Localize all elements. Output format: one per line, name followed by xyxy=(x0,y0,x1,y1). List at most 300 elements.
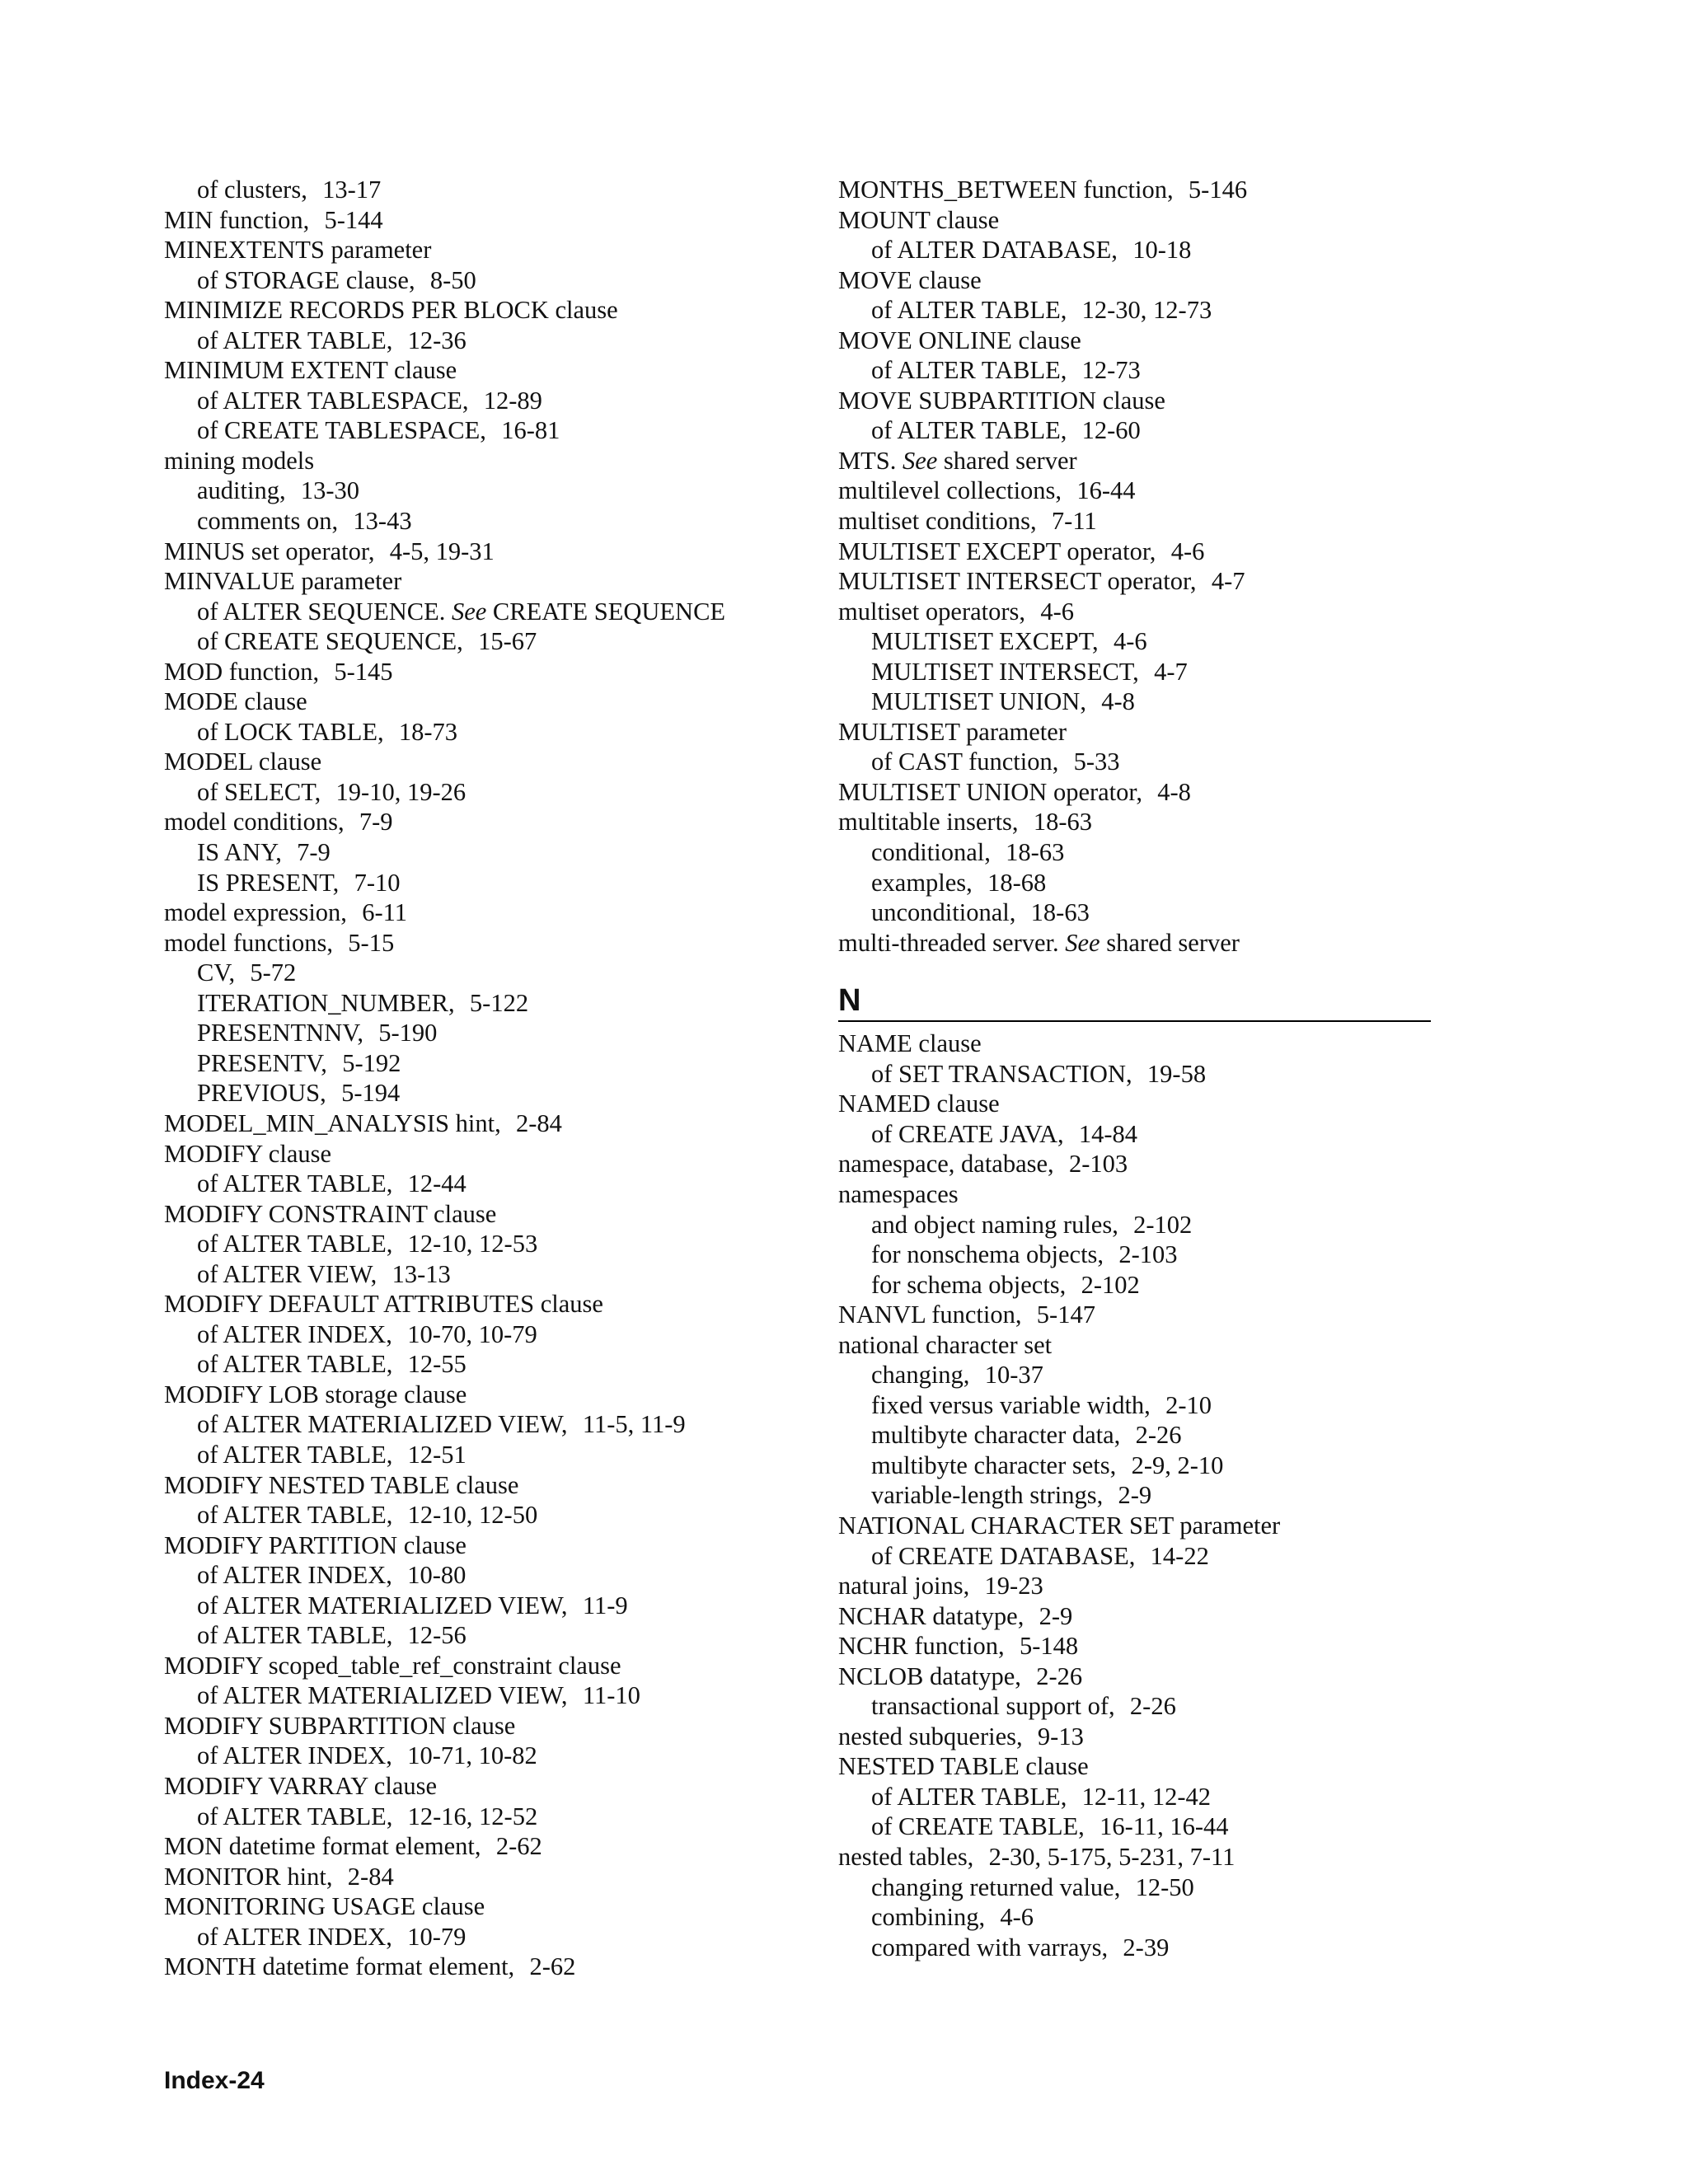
entry-term: multiset operators, xyxy=(838,597,1026,626)
entry-term: for schema objects, xyxy=(871,1270,1067,1299)
entry-page-refs: 12-10, 12-50 xyxy=(407,1501,538,1530)
entry-term: PRESENTNNV, xyxy=(197,1019,363,1047)
index-subentry xyxy=(838,1872,1481,1903)
index-entry xyxy=(838,1722,1481,1752)
index-subentry xyxy=(838,1420,1481,1451)
entry-term: and object naming rules, xyxy=(871,1210,1118,1239)
index-subentry xyxy=(164,1680,807,1711)
entry-term: MULTISET UNION, xyxy=(871,687,1086,716)
index-subentry xyxy=(164,988,807,1019)
index-entry xyxy=(164,1470,807,1501)
entry-term: multibyte character data, xyxy=(871,1421,1121,1450)
entry-term: nested tables, xyxy=(838,1842,974,1871)
entry-term: MTS. xyxy=(838,446,897,475)
see-reference-target: shared server xyxy=(1106,928,1240,957)
index-subentry xyxy=(164,476,807,506)
entry-term: MINIMUM EXTENT clause xyxy=(164,356,457,385)
entry-term: of ALTER TABLESPACE, xyxy=(197,386,469,415)
entry-page-refs: 12-36 xyxy=(407,326,467,354)
entry-term: MODIFY scoped_table_ref_constraint clause xyxy=(164,1651,621,1680)
entry-term: examples, xyxy=(871,868,973,897)
index-subentry xyxy=(838,1210,1481,1240)
entry-term: compared with varrays, xyxy=(871,1933,1109,1961)
entry-page-refs: 5-148 xyxy=(1019,1632,1079,1661)
index-entry xyxy=(838,717,1481,748)
index-entry xyxy=(838,446,1481,476)
entry-page-refs: 5-146 xyxy=(1188,176,1248,204)
index-entry xyxy=(838,1089,1481,1119)
entry-term: of ALTER TABLE, xyxy=(197,1802,393,1830)
entry-term: CV, xyxy=(197,958,236,987)
index-subentry xyxy=(164,1409,807,1440)
index-entry xyxy=(838,506,1481,537)
entry-term: of CREATE DATABASE, xyxy=(871,1541,1136,1570)
entry-page-refs: 12-56 xyxy=(407,1621,467,1650)
entry-page-refs: 4-6 xyxy=(1040,597,1074,626)
index-entry xyxy=(838,807,1481,837)
entry-term: MOUNT clause xyxy=(838,205,1000,234)
section-letter-heading: N xyxy=(838,982,1431,1022)
entry-page-refs: 12-55 xyxy=(407,1350,467,1379)
entry-page-refs: 11-10 xyxy=(582,1681,640,1710)
entry-term: MON datetime format element, xyxy=(164,1832,481,1861)
entry-page-refs: 4-8 xyxy=(1157,777,1191,806)
index-entries-m xyxy=(838,175,1481,958)
index-subentry xyxy=(838,1480,1481,1511)
index-subentry xyxy=(164,1169,807,1199)
entry-page-refs: 4-8 xyxy=(1101,687,1135,716)
index-entry xyxy=(164,1771,807,1802)
index-subentry xyxy=(164,1319,807,1350)
entry-page-refs: 8-50 xyxy=(429,265,476,294)
index-subentry xyxy=(838,295,1481,326)
index-subentry xyxy=(838,1360,1481,1390)
entry-term: NATIONAL CHARACTER SET parameter xyxy=(838,1511,1281,1540)
entry-page-refs: 2-26 xyxy=(1129,1692,1176,1721)
index-subentry xyxy=(164,626,807,657)
index-entry xyxy=(164,657,807,687)
entry-page-refs: 18-63 xyxy=(1006,838,1065,867)
index-subentry xyxy=(164,1018,807,1048)
index-subentry xyxy=(164,506,807,537)
index-entry xyxy=(838,1179,1481,1210)
entry-page-refs: 12-50 xyxy=(1135,1872,1194,1901)
entry-term: NCLOB datatype, xyxy=(838,1661,1021,1690)
entry-page-refs: 5-145 xyxy=(334,657,393,686)
index-entry xyxy=(838,1601,1481,1632)
entry-page-refs: 19-58 xyxy=(1146,1059,1207,1088)
entry-term: MODIFY clause xyxy=(164,1139,332,1168)
entry-page-refs: 2-103 xyxy=(1118,1240,1178,1269)
entry-page-refs: 13-13 xyxy=(392,1259,451,1288)
entry-page-refs: 18-73 xyxy=(398,717,458,746)
entry-term: transactional support of, xyxy=(871,1692,1115,1721)
entry-page-refs: 14-84 xyxy=(1078,1119,1138,1148)
see-reference-label: See xyxy=(902,446,938,475)
index-subentry xyxy=(164,1048,807,1079)
index-subentry xyxy=(164,597,807,627)
entry-page-refs: 19-23 xyxy=(984,1572,1043,1601)
index-entry xyxy=(838,1029,1481,1059)
index-entry xyxy=(838,1149,1481,1179)
index-entry xyxy=(838,1631,1481,1661)
entry-term: MOVE ONLINE clause xyxy=(838,326,1081,354)
entry-term: of ALTER TABLE, xyxy=(871,296,1067,325)
index-entry xyxy=(164,235,807,265)
entry-term: PRESENTV, xyxy=(197,1048,327,1077)
index-entry xyxy=(164,355,807,386)
index-subentry xyxy=(164,777,807,808)
entry-page-refs: 2-26 xyxy=(1036,1661,1083,1690)
entry-term: MINVALUE parameter xyxy=(164,567,402,596)
entry-term: MODIFY LOB storage clause xyxy=(164,1380,467,1408)
entry-term: NAME clause xyxy=(838,1029,982,1058)
entry-page-refs: 2-62 xyxy=(495,1832,542,1861)
index-entry xyxy=(164,566,807,597)
index-entry xyxy=(838,1751,1481,1782)
index-subentry xyxy=(164,958,807,988)
index-subentry xyxy=(838,1933,1481,1963)
page-footer: Index-24 xyxy=(164,2067,265,2094)
entry-term: of ALTER TABLE, xyxy=(197,1501,393,1530)
entry-term: MULTISET INTERSECT operator, xyxy=(838,567,1197,596)
index-entry xyxy=(164,446,807,476)
index-subentry xyxy=(838,626,1481,657)
index-entry xyxy=(838,1571,1481,1601)
index-subentry xyxy=(164,1500,807,1530)
entry-page-refs: 6-11 xyxy=(362,898,408,927)
entry-page-refs: 4-5, 19-31 xyxy=(389,537,495,565)
entry-page-refs: 4-6 xyxy=(1113,627,1147,656)
entry-page-refs: 2-84 xyxy=(516,1108,562,1137)
entry-page-refs: 2-9 xyxy=(1118,1481,1152,1510)
index-entry xyxy=(164,1380,807,1410)
entry-term: PREVIOUS, xyxy=(197,1079,326,1108)
entry-page-refs: 7-9 xyxy=(359,808,393,837)
see-reference-target: CREATE SEQUENCE xyxy=(492,597,726,626)
index-entry xyxy=(164,205,807,236)
entry-page-refs: 12-16, 12-52 xyxy=(407,1802,538,1830)
entry-term: namespace, database, xyxy=(838,1150,1054,1179)
entry-term: MINIMIZE RECORDS PER BLOCK clause xyxy=(164,296,618,325)
entry-page-refs: 5-15 xyxy=(348,928,395,957)
entry-term: of ALTER MATERIALIZED VIEW, xyxy=(197,1681,568,1710)
entry-term: MONTHS_BETWEEN function, xyxy=(838,176,1174,204)
index-entry xyxy=(164,747,807,777)
entry-page-refs: 2-26 xyxy=(1135,1421,1182,1450)
entry-term: of CREATE JAVA, xyxy=(871,1119,1064,1148)
index-entry xyxy=(164,687,807,717)
index-subentry xyxy=(164,1620,807,1651)
entry-term: MINEXTENTS parameter xyxy=(164,236,432,265)
entry-term: of ALTER INDEX, xyxy=(197,1741,392,1770)
entry-term: of ALTER TABLE, xyxy=(871,356,1067,385)
index-entry xyxy=(164,295,807,326)
index-column-right xyxy=(838,175,1481,1962)
index-subentry xyxy=(164,265,807,296)
entry-page-refs: 2-9 xyxy=(1039,1601,1073,1630)
entry-page-refs: 5-122 xyxy=(469,988,529,1017)
entry-page-refs: 2-62 xyxy=(529,1952,576,1981)
entry-term: of ALTER TABLE, xyxy=(197,1440,393,1469)
entry-page-refs: 2-39 xyxy=(1123,1933,1170,1961)
entry-term: of SELECT, xyxy=(197,777,321,806)
entry-term: NCHAR datatype, xyxy=(838,1601,1025,1630)
index-subentry xyxy=(838,837,1481,868)
index-subentry xyxy=(164,868,807,898)
entry-term: of ALTER SEQUENCE. xyxy=(197,597,446,626)
index-entry xyxy=(838,1300,1481,1330)
entry-page-refs: 16-11, 16-44 xyxy=(1100,1812,1229,1841)
entry-term: comments on, xyxy=(197,507,339,536)
index-subentry xyxy=(838,1782,1481,1812)
index-entry xyxy=(838,175,1481,205)
entry-term: of ALTER VIEW, xyxy=(197,1259,377,1288)
entry-term: of ALTER MATERIALIZED VIEW, xyxy=(197,1410,568,1439)
index-entry xyxy=(164,1711,807,1741)
entry-page-refs: 2-102 xyxy=(1081,1270,1140,1299)
entry-term: MODIFY DEFAULT ATTRIBUTES clause xyxy=(164,1290,603,1319)
index-entry xyxy=(838,1511,1481,1541)
entry-term: of LOCK TABLE, xyxy=(197,717,384,746)
index-entry xyxy=(838,597,1481,627)
entry-page-refs: 19-10, 19-26 xyxy=(335,777,467,806)
index-entry xyxy=(838,1330,1481,1361)
entry-page-refs: 13-43 xyxy=(353,507,412,536)
entry-term: MOVE clause xyxy=(838,265,982,294)
index-subentry xyxy=(838,1902,1481,1933)
entry-term: of CREATE TABLESPACE, xyxy=(197,416,486,445)
entry-page-refs: 5-190 xyxy=(378,1019,438,1047)
index-subentry xyxy=(838,687,1481,717)
index-entry xyxy=(164,1199,807,1230)
index-column-left xyxy=(164,175,807,1982)
entry-term: model conditions, xyxy=(164,808,345,837)
entry-page-refs: 16-44 xyxy=(1076,476,1136,505)
entry-term: MODIFY CONSTRAINT clause xyxy=(164,1199,497,1228)
entry-page-refs: 7-9 xyxy=(297,838,331,867)
index-subentry xyxy=(164,837,807,868)
entry-term: of clusters, xyxy=(197,176,307,204)
entry-page-refs: 2-102 xyxy=(1133,1210,1193,1239)
index-entry xyxy=(838,476,1481,506)
see-reference-target: shared server xyxy=(943,446,1077,475)
entry-term: of ALTER TABLE, xyxy=(197,1169,393,1198)
entry-term: of ALTER MATERIALIZED VIEW, xyxy=(197,1591,568,1619)
entry-page-refs: 2-30, 5-175, 5-231, 7-11 xyxy=(988,1842,1236,1871)
index-entry xyxy=(164,1952,807,1982)
entry-page-refs: 5-194 xyxy=(341,1079,401,1108)
entry-term: multitable inserts, xyxy=(838,808,1019,837)
entry-page-refs: 7-10 xyxy=(354,868,401,897)
entry-term: natural joins, xyxy=(838,1572,970,1601)
entry-page-refs: 10-79 xyxy=(407,1922,467,1951)
index-subentry xyxy=(164,1229,807,1259)
index-subentry xyxy=(164,1349,807,1380)
entry-page-refs: 12-89 xyxy=(483,386,542,415)
entry-page-refs: 13-17 xyxy=(322,176,382,204)
entry-term: MULTISET parameter xyxy=(838,717,1067,746)
entry-term: model functions, xyxy=(164,928,333,957)
entry-page-refs: 5-72 xyxy=(250,958,297,987)
see-reference-label: See xyxy=(451,597,487,626)
entry-page-refs: 4-7 xyxy=(1154,657,1188,686)
entry-term: NCHR function, xyxy=(838,1632,1005,1661)
entry-term: national character set xyxy=(838,1330,1053,1359)
entry-term: of STORAGE clause, xyxy=(197,265,415,294)
index-subentry xyxy=(164,326,807,356)
entry-page-refs: 5-33 xyxy=(1073,748,1120,776)
index-subentry xyxy=(838,657,1481,687)
index-subentry xyxy=(838,415,1481,446)
index-entry xyxy=(164,1108,807,1139)
index-subentry xyxy=(164,1440,807,1470)
entry-term: MONTH datetime format element, xyxy=(164,1952,515,1981)
index-subentry xyxy=(838,747,1481,777)
entry-page-refs: 10-71, 10-82 xyxy=(407,1741,537,1770)
entry-term: of ALTER TABLE, xyxy=(871,416,1067,445)
index-entry xyxy=(164,537,807,567)
entry-page-refs: 4-6 xyxy=(1000,1903,1034,1932)
entry-term: of ALTER TABLE, xyxy=(197,1621,393,1650)
index-subentry xyxy=(838,1541,1481,1572)
entry-term: IS PRESENT, xyxy=(197,868,340,897)
entry-term: model expression, xyxy=(164,898,347,927)
index-subentry xyxy=(164,1591,807,1621)
index-subentry xyxy=(838,1691,1481,1722)
entry-term: MODE clause xyxy=(164,687,307,716)
entry-term: multilevel collections, xyxy=(838,476,1062,505)
entry-page-refs: 14-22 xyxy=(1150,1541,1209,1570)
index-entry xyxy=(164,1831,807,1862)
index-subentry xyxy=(164,175,807,205)
index-subentry xyxy=(838,1059,1481,1090)
entry-term: MONITOR hint, xyxy=(164,1862,333,1891)
entry-term: MIN function, xyxy=(164,205,310,234)
index-entry xyxy=(838,1842,1481,1872)
entry-page-refs: 16-81 xyxy=(501,416,560,445)
index-entry xyxy=(838,326,1481,356)
index-entry xyxy=(164,1289,807,1319)
index-subentry xyxy=(838,898,1481,928)
index-subentry xyxy=(838,1270,1481,1301)
entry-page-refs: 11-5, 11-9 xyxy=(582,1410,686,1439)
entry-page-refs: 12-30, 12-73 xyxy=(1081,296,1212,325)
entry-page-refs: 12-60 xyxy=(1081,416,1141,445)
index-entry xyxy=(838,1661,1481,1692)
index-entry xyxy=(838,265,1481,296)
entry-page-refs: 2-103 xyxy=(1068,1150,1128,1179)
entry-term: of ALTER TABLE, xyxy=(197,1350,393,1379)
entry-term: MULTISET UNION operator, xyxy=(838,777,1142,806)
entry-term: MODIFY VARRAY clause xyxy=(164,1771,438,1800)
entry-page-refs: 5-192 xyxy=(342,1048,401,1077)
entry-term: variable-length strings, xyxy=(871,1481,1104,1510)
entry-page-refs: 12-73 xyxy=(1081,356,1141,385)
entry-term: MOD function, xyxy=(164,657,320,686)
entry-page-refs: 18-63 xyxy=(1033,808,1093,837)
entry-page-refs: 12-10, 12-53 xyxy=(407,1230,538,1258)
index-entry xyxy=(164,1862,807,1892)
index-subentry xyxy=(164,1259,807,1290)
entry-term: MODIFY NESTED TABLE clause xyxy=(164,1470,519,1499)
entry-page-refs: 10-80 xyxy=(407,1561,467,1590)
entry-page-refs: 18-63 xyxy=(1030,898,1090,927)
entry-term: conditional, xyxy=(871,838,991,867)
index-entry xyxy=(838,777,1481,808)
index-subentry xyxy=(164,386,807,416)
entry-page-refs: 15-67 xyxy=(478,627,537,656)
entry-term: MOVE SUBPARTITION clause xyxy=(838,386,1165,415)
index-entry xyxy=(164,1651,807,1681)
index-subentry xyxy=(838,1451,1481,1481)
entry-term: of ALTER TABLE, xyxy=(197,326,393,354)
index-subentry xyxy=(838,355,1481,386)
entry-page-refs: 12-11, 12-42 xyxy=(1081,1782,1212,1811)
entry-page-refs: 18-68 xyxy=(987,868,1047,897)
entry-term: nested subqueries, xyxy=(838,1722,1023,1750)
entry-term: MODIFY SUBPARTITION clause xyxy=(164,1711,516,1740)
entry-term: of SET TRANSACTION, xyxy=(871,1059,1132,1088)
entry-term: IS ANY, xyxy=(197,838,282,867)
entry-term: auditing, xyxy=(197,476,286,505)
index-subentry xyxy=(164,717,807,748)
entry-term: of CAST function, xyxy=(871,748,1059,776)
index-subentry xyxy=(164,415,807,446)
entry-page-refs: 5-144 xyxy=(324,205,383,234)
entry-term: MODEL_MIN_ANALYSIS hint, xyxy=(164,1108,501,1137)
entry-term: of CREATE SEQUENCE, xyxy=(197,627,463,656)
entry-page-refs: 2-9, 2-10 xyxy=(1131,1451,1224,1479)
index-entry xyxy=(838,205,1481,236)
entry-term: unconditional, xyxy=(871,898,1016,927)
entry-term: changing returned value, xyxy=(871,1872,1121,1901)
entry-page-refs: 10-70, 10-79 xyxy=(407,1319,537,1348)
index-subentry xyxy=(164,1741,807,1771)
index-subentry xyxy=(164,1078,807,1108)
entry-term: NAMED clause xyxy=(838,1090,1000,1118)
index-entry xyxy=(164,928,807,958)
entry-page-refs: 12-44 xyxy=(407,1169,467,1198)
entry-term: NESTED TABLE clause xyxy=(838,1752,1089,1781)
entry-page-refs: 11-9 xyxy=(582,1591,628,1619)
entry-page-refs: 12-51 xyxy=(407,1440,467,1469)
entry-term: of CREATE TABLE, xyxy=(871,1812,1085,1841)
entry-term: combining, xyxy=(871,1903,986,1932)
entry-page-refs: 7-11 xyxy=(1051,507,1097,536)
entry-term: MODIFY PARTITION clause xyxy=(164,1530,467,1559)
index-entry xyxy=(838,386,1481,416)
entry-term: fixed versus variable width, xyxy=(871,1390,1151,1419)
entry-term: MODEL clause xyxy=(164,748,322,776)
entry-page-refs: 10-18 xyxy=(1132,236,1192,265)
entry-term: ITERATION_NUMBER, xyxy=(197,988,455,1017)
index-entry xyxy=(164,1891,807,1922)
entry-term: MULTISET EXCEPT, xyxy=(871,627,1099,656)
entry-term: changing, xyxy=(871,1361,970,1390)
entry-term: for nonschema objects, xyxy=(871,1240,1104,1269)
index-subentry xyxy=(838,1811,1481,1842)
entry-term: of ALTER INDEX, xyxy=(197,1319,392,1348)
index-subentry xyxy=(164,1560,807,1591)
index-subentry xyxy=(164,1922,807,1952)
entry-page-refs: 5-147 xyxy=(1036,1301,1095,1329)
entry-term: MULTISET INTERSECT, xyxy=(871,657,1139,686)
index-subentry xyxy=(838,235,1481,265)
entry-term: of ALTER INDEX, xyxy=(197,1922,392,1951)
index-subentry xyxy=(838,1240,1481,1270)
entry-page-refs: 4-6 xyxy=(1170,537,1205,565)
